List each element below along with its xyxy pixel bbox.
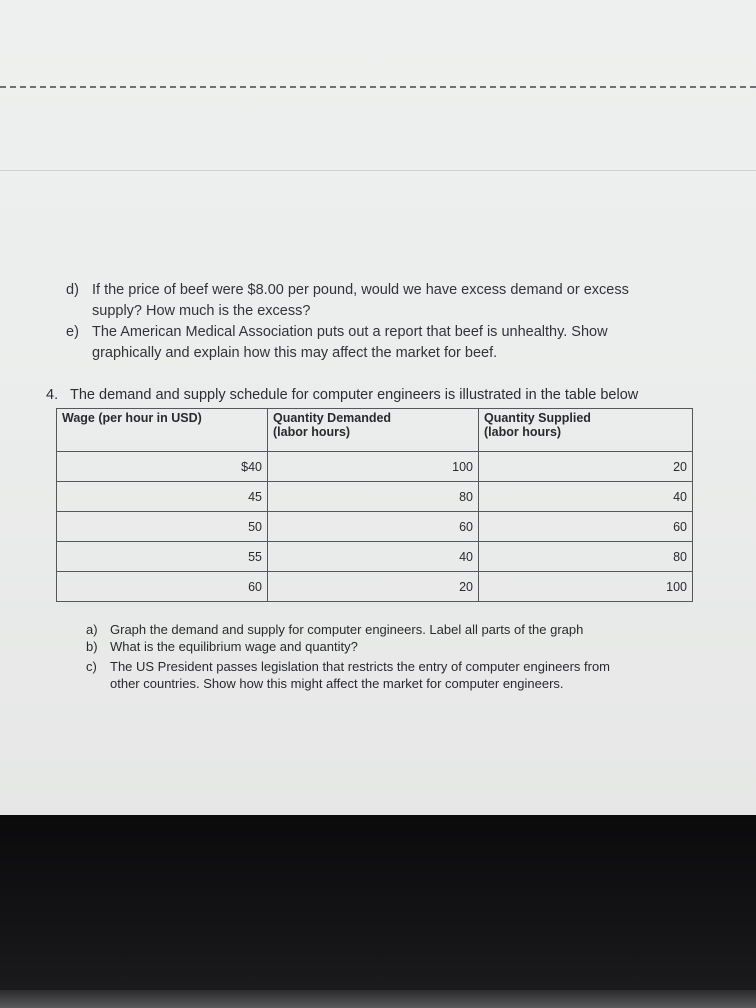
subquestion-b-marker: b) <box>86 639 98 654</box>
question-e-line-1: The American Medical Association puts out a report that beef is unhealthy. Show <box>92 324 608 340</box>
wage-cell: 50 <box>57 512 268 542</box>
page-break-line <box>0 170 756 171</box>
supplied-cell: 100 <box>479 572 693 602</box>
question-4-text: The demand and supply schedule for computer engineers is illustrated in the table below <box>70 387 639 403</box>
table-header-row <box>57 409 693 452</box>
subquestion-a-marker: a) <box>86 622 98 637</box>
question-4-number: 4. <box>46 387 59 403</box>
question-d-marker: d) <box>66 282 79 298</box>
demanded-cell: 40 <box>268 542 479 572</box>
table-row <box>57 452 693 482</box>
question-d-line-2: supply? How much is the excess? <box>92 303 311 319</box>
wage-cell: 45 <box>57 482 268 512</box>
question-e-line-2: graphically and explain how this may affect the market for beef. <box>92 345 498 361</box>
wage-cell: 60 <box>57 572 268 602</box>
header-wage: Wage (per hour in USD) <box>57 409 268 452</box>
supplied-cell: 80 <box>479 542 693 572</box>
demanded-cell: 100 <box>268 452 479 482</box>
header-quantity-supplied: Quantity Supplied (labor hours) <box>479 409 693 452</box>
header-quantity-demanded: Quantity Demanded (labor hours) <box>268 409 479 452</box>
dashed-separator <box>0 86 756 88</box>
wage-cell: $40 <box>57 452 268 482</box>
question-4-heading <box>46 387 638 403</box>
question-d <box>66 280 629 322</box>
subquestion-c-marker: c) <box>86 659 97 674</box>
demanded-cell: 20 <box>268 572 479 602</box>
monitor-bezel <box>0 815 756 1008</box>
table-row <box>57 482 693 512</box>
subquestion-b: b) What is the equilibrium wage and quantity? <box>86 639 358 654</box>
table-row <box>57 512 693 542</box>
subquestion-c: c) The US President passes legislation that restricts the entry of computer engineers from other countries. Show how this might affect the market for computer engineers. <box>86 659 611 691</box>
table-row <box>57 542 693 572</box>
monitor-bezel-edge <box>0 990 756 1008</box>
question-e <box>66 322 608 364</box>
subquestion-a: a) Graph the demand and supply for computer engineers. Label all parts of the graph <box>86 622 584 637</box>
demanded-cell: 60 <box>268 512 479 542</box>
demanded-cell: 80 <box>268 482 479 512</box>
wage-cell: 55 <box>57 542 268 572</box>
question-d-line-1: If the price of beef were $8.00 per pound, would we have excess demand or excess <box>92 282 629 298</box>
table-row <box>57 572 693 602</box>
schedule-table <box>56 408 693 602</box>
supplied-cell: 20 <box>479 452 693 482</box>
question-e-marker: e) <box>66 324 79 340</box>
supplied-cell: 60 <box>479 512 693 542</box>
supplied-cell: 40 <box>479 482 693 512</box>
